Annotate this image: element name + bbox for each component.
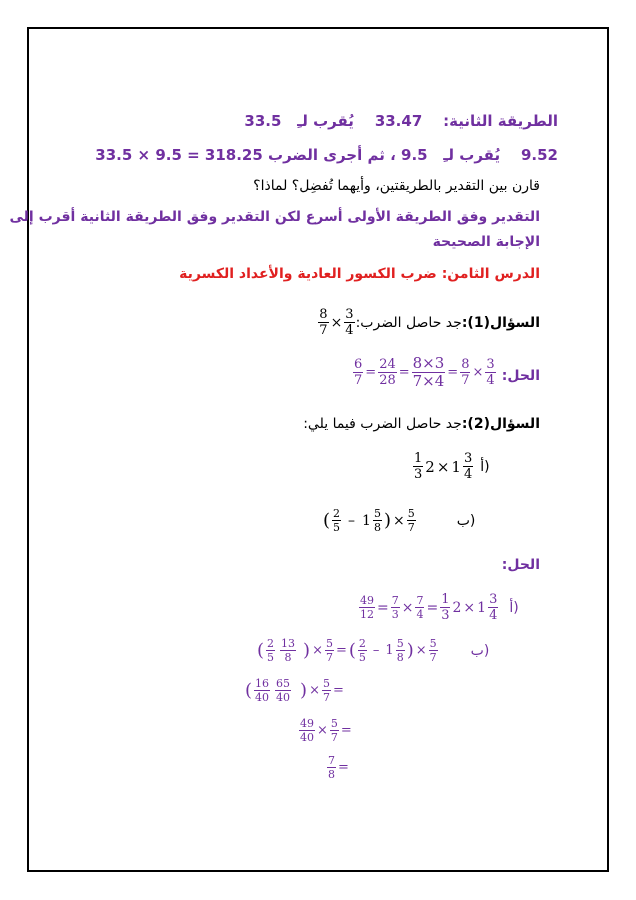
answer-line-2: الإجابة الصحيحة [432, 234, 540, 250]
equals-sign: = [340, 723, 352, 738]
compare-question: قارن بين التقدير بالطريقتين، وأيهما تُفضِل؟ لماذا؟ [253, 178, 540, 194]
question-2b [322, 508, 475, 533]
times-sign: × [309, 683, 320, 698]
fraction: $\frac{3}{4}$ [489, 592, 498, 623]
line2-value1: 9.52 [520, 146, 558, 164]
fraction: $\frac{2}{5}$ [333, 507, 341, 534]
fraction: $\frac{3}{4}$ [463, 451, 473, 482]
solution-2a-expression [358, 593, 499, 622]
method2-value2: 33.5 [244, 112, 282, 130]
fraction: $\frac{8}{7}$ [319, 307, 328, 338]
whole-number: 1 [362, 512, 371, 529]
method2-line [244, 112, 558, 130]
fraction: $\frac{6}{7}$ [354, 357, 363, 388]
equals-sign: = [332, 683, 344, 698]
fraction: $\frac{5}{7}$ [407, 507, 415, 534]
fraction: $\frac{49}{12}$ [360, 594, 374, 621]
fraction: $\frac{2}{5}$ [267, 637, 275, 664]
question-1-expression [317, 308, 355, 337]
solution-2b-line-1-expression [256, 638, 439, 663]
question-2b-expression [322, 508, 417, 533]
fraction: $\frac{1}{3}$ [441, 592, 450, 623]
fraction: $\frac{13}{8}$ [281, 637, 296, 664]
lesson-title: الدرس الثامن: ضرب الكسور العادية والأعداد الكسرية [179, 266, 540, 282]
times-sign: × [436, 457, 450, 476]
fraction: $\frac{2}{5}$ [358, 637, 366, 664]
times-sign: × [330, 314, 343, 331]
fraction: $\frac{8\times 3}{7\times 4}$ [412, 354, 445, 390]
open-paren: ( [323, 510, 331, 531]
fraction: $\frac{5}{7}$ [330, 717, 338, 744]
question-2 [303, 416, 540, 432]
line2-equation: 33.5 × 9.5 = 318.25 [95, 146, 263, 164]
method2-value1: 33.47 [374, 112, 423, 130]
question-2a-expression [412, 452, 474, 481]
fraction: $\frac{7}{8}$ [328, 754, 335, 781]
solution-2b-line-3 [298, 718, 353, 743]
fraction: $\frac{5}{7}$ [322, 677, 330, 704]
fraction: $\frac{5}{8}$ [373, 507, 381, 534]
times-sign: × [392, 512, 405, 529]
solution-2b-line-4 [326, 755, 350, 780]
fraction: $\frac{49}{40}$ [300, 717, 314, 744]
solution-1-label: الحل: [501, 368, 540, 384]
whole-number: 2 [425, 457, 435, 476]
whole-number: 2 [452, 599, 462, 616]
solution-2b-line-1 [256, 638, 489, 663]
equals-sign: = [447, 365, 459, 380]
minus-sign: – [348, 512, 356, 529]
fraction: $\frac{7}{3}$ [391, 594, 399, 621]
times-sign: × [401, 599, 414, 616]
line2-value2: 9.5 [401, 146, 428, 164]
close-paren: ) [406, 640, 414, 661]
line2-then: ، ثم أجرى الضرب [268, 146, 396, 164]
fraction: $\frac{16}{40}$ [255, 677, 270, 704]
question-1-label: السؤال(1): [461, 314, 540, 331]
fraction: $\frac{5}{7}$ [325, 637, 333, 664]
times-sign: × [317, 723, 328, 738]
open-paren: ( [348, 640, 356, 661]
method2-label: الطريقة الثانية: [443, 112, 558, 130]
equals-sign: = [377, 599, 389, 616]
open-paren: ( [245, 680, 253, 701]
solution-2b-label: ب) [470, 642, 490, 659]
close-paren: ) [383, 510, 391, 531]
open-paren: ( [257, 640, 265, 661]
solution-2a [358, 593, 519, 622]
minus-sign: – [372, 643, 380, 658]
fraction: $\frac{65}{40}$ [276, 677, 291, 704]
whole-number: 1 [451, 457, 461, 476]
whole-number: 1 [477, 599, 487, 616]
multiply-line [95, 146, 558, 164]
question-2b-label: ب) [456, 512, 476, 529]
fraction: $\frac{8}{7}$ [461, 357, 470, 388]
question-2-label: السؤال(2): [461, 416, 540, 432]
whole-number: 1 [385, 643, 394, 658]
fraction: $\frac{5}{7}$ [429, 637, 437, 664]
solution-2a-label: أ) [509, 599, 519, 616]
times-sign: × [415, 643, 427, 658]
fraction: $\frac{7}{4}$ [416, 594, 424, 621]
fraction: $\frac{3}{4}$ [345, 307, 354, 338]
solution-1-expression [352, 356, 497, 389]
equals-sign: = [365, 365, 377, 380]
times-sign: × [472, 365, 484, 380]
method2-approx: يُقرب لـِ [297, 112, 354, 130]
fraction: $\frac{5}{8}$ [396, 637, 404, 664]
solution-2b-line-2 [244, 678, 345, 703]
line2-approx: يُقرب لـِ [443, 146, 501, 164]
times-sign: × [312, 643, 323, 658]
question-1 [317, 308, 540, 337]
solution-2-label: الحل: [501, 557, 540, 573]
question-1-text: جد حاصل الضرب: [355, 314, 462, 331]
answer-line-1: التقدير وفق الطريقة الأولى أسرع لكن التقدير وفق الطريقة الثانية أقرب إلى [9, 209, 540, 225]
equals-sign: = [335, 643, 347, 658]
fraction: $\frac{24}{28}$ [379, 357, 396, 388]
question-2a-label: أ) [480, 458, 490, 475]
question-2-text: جد حاصل الضرب فيما يلي: [303, 416, 462, 432]
question-2a [412, 452, 490, 481]
times-sign: × [463, 599, 476, 616]
close-paren: ) [300, 680, 308, 701]
equals-sign: = [398, 365, 410, 380]
fraction: $\frac{1}{3}$ [414, 451, 423, 482]
equals-sign: = [426, 599, 439, 616]
equals-sign: = [338, 760, 349, 775]
fraction: $\frac{3}{4}$ [486, 357, 495, 388]
close-paren: ) [303, 640, 311, 661]
